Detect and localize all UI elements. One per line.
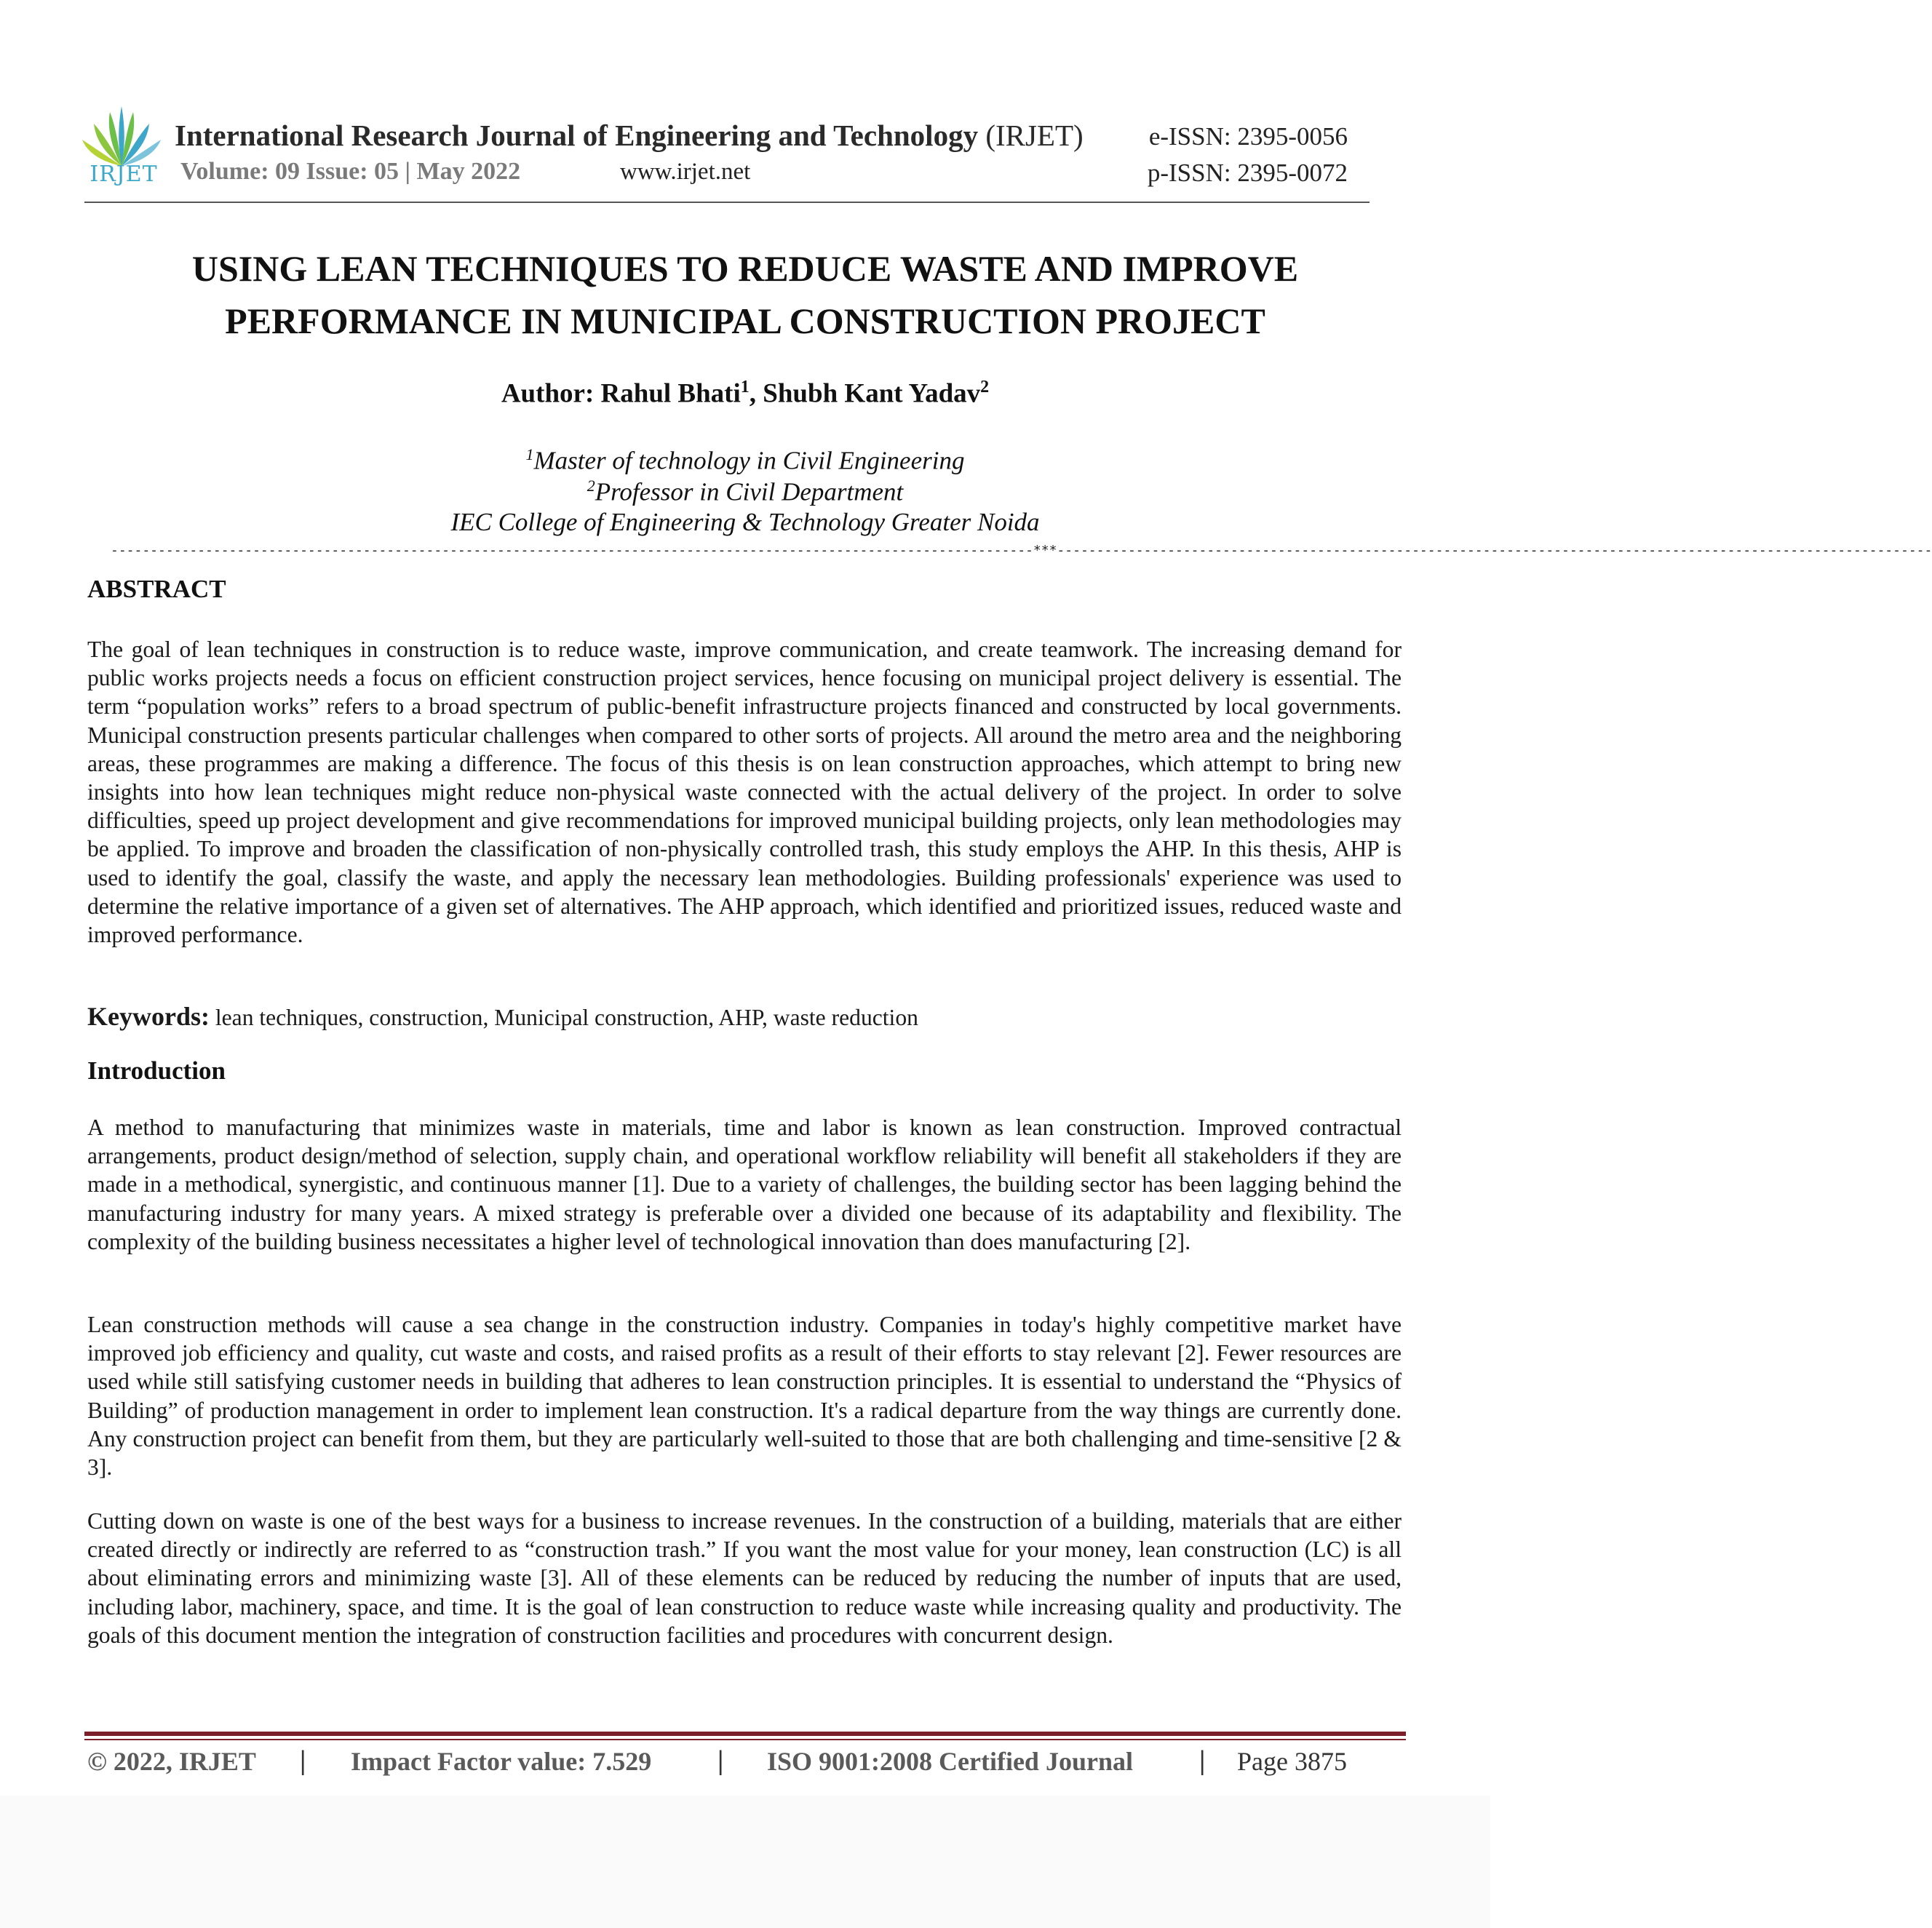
introduction-paragraph-3: Cutting down on waste is one of the best ways for a business to increase revenues. In the construction of a building, materials that are either created directly or indirectly are referred to as “construction trash.” If you want the most value for your money, lean construction (LC) is all about eliminating errors and minimizing waste [3]. All of these elements can be reduced by reducing the number of inputs that are used, including labor, machinery, space, and time. It is the goal of lean construction to reduce waste while increasing quality and productivity. The goals of this document mention the integration of construction facilities and procedures with concurrent design. (87, 1508, 1402, 1648)
journal-title (175, 118, 1084, 153)
journal-abbreviation: (IRJET) (985, 119, 1084, 152)
footer-rule-thin (84, 1739, 1406, 1740)
footer-impact-factor: Impact Factor value: 7.529 (351, 1747, 652, 1776)
abstract-text: The goal of lean techniques in construction is to reduce waste, improve communication, and create teamwork. The increasing demand for public works projects needs a focus on efficient construction project services, hence focusing on municipal project delivery is essential. The term “population works” refers to a broad spectrum of public-benefit infrastructure projects financed and constructed by local governments. Municipal construction presents particular challenges when compared to other sorts of projects. All around the metro area and the neighboring areas, these programmes are making a difference. The focus of this thesis is on lean construction approaches, which attempt to bring new insights into how lean techniques might reduce non-physical waste connected with the actual delivery of the project. In order to solve difficulties, speed up project development and give recommendations for improved municipal building projects, only lean methodologies may be applied. To improve and broaden the classification of non-physically controlled trash, this study employs the AHP. In this thesis, AHP is used to identify the goal, classify the waste, and apply the necessary lean methodologies. Building professionals' experience was used to determine the relative importance of a given set of alternatives. The AHP approach, which identified and prioritized issues, reduced waste and improved performance. (87, 637, 1402, 948)
journal-website-link[interactable]: www.irjet.net (620, 159, 751, 185)
p-issn: p-ISSN: 2395-0072 (1147, 159, 1348, 187)
affiliation-1 (109, 445, 1381, 476)
keywords-label: Keywords: (87, 1002, 210, 1031)
page-bottom-shade (0, 1796, 1490, 1928)
author-2-superscript: 2 (980, 378, 990, 397)
e-issn: e-ISSN: 2395-0056 (1148, 122, 1348, 151)
introduction-paragraph-2: Lean construction methods will cause a sea change in the construction industry. Companies in today's highly competitive market have improved job efficiency and quality, cut waste and costs, and raised profits as a result of their efforts to stay relevant [2]. Fewer resources are used while still satisfying customer needs in building that adheres to lean construction principles. It is essential to understand the “Physics of Building” of production management in order to implement lean construction. It's a radical departure from the way things are currently done. Any construction project can benefit from them, but they are particularly well-suited to those that are both challenging and time-sensitive [2 & 3]. (87, 1312, 1402, 1481)
author-2: , Shubh Kant Yadav (749, 378, 981, 409)
logo-text: IRJET (90, 162, 158, 187)
affiliation-2-superscript: 2 (587, 477, 595, 495)
introduction-heading: Introduction (87, 1056, 226, 1085)
author-1-superscript: 1 (740, 378, 750, 397)
author-1: Author: Rahul Bhati (501, 378, 741, 409)
paper-title-line-2: PERFORMANCE IN MUNICIPAL CONSTRUCTION PROJECT (225, 300, 1265, 341)
header-divider (84, 202, 1370, 203)
footer-iso-certification: ISO 9001:2008 Certified Journal (767, 1747, 1133, 1776)
footer-separator: | (300, 1745, 306, 1776)
introduction-paragraph-1: A method to manufacturing that minimizes waste in materials, time and labor is known as lean construction. Improved contractual arrangements, product design/method of selection, supply chain, and operational workflow reliability will benefit all stakeholders if they are made in a methodical, synergistic, and continuous manner [1]. Due to a variety of challenges, the building sector has been lagging behind the manufacturing industry for many years. A mixed strategy is preferable over a divided one because of its adaptability and flexibility. The complexity of the building business necessitates a higher level of technological innovation than does manufacturing [2]. (87, 1115, 1402, 1254)
footer-rule (84, 1732, 1406, 1736)
affiliation-3-text: IEC College of Engineering & Technology Greater Noida (450, 508, 1040, 536)
affiliation-1-text: Master of technology in Civil Engineering (533, 446, 965, 475)
journal-name: International Research Journal of Engineering and Technology (175, 119, 979, 152)
paper-title (109, 242, 1381, 347)
volume-issue: Volume: 09 Issue: 05 | May 2022 (180, 158, 521, 185)
affiliation-2 (109, 477, 1381, 507)
section-divider: ---------------------------------------------------------------------------------------------------------------------***--------------------------------------------------------------------------------------------------------------- (111, 543, 1932, 558)
affiliation-2-text: Professor in Civil Department (595, 477, 904, 506)
footer-copyright: © 2022, IRJET (87, 1747, 256, 1776)
keywords (87, 1001, 1402, 1032)
paper-title-line-1: USING LEAN TECHNIQUES TO REDUCE WASTE AND IMPROVE (191, 248, 1299, 289)
footer-page-number: Page 3875 (1237, 1747, 1347, 1776)
author-line (109, 378, 1381, 409)
abstract-heading: ABSTRACT (87, 575, 226, 603)
footer-separator: | (1199, 1745, 1206, 1776)
keywords-text: lean techniques, construction, Municipal construction, AHP, waste reduction (209, 1005, 918, 1030)
footer-separator: | (717, 1745, 724, 1776)
affiliation-1-superscript: 1 (525, 445, 534, 463)
affiliation-3 (109, 508, 1381, 537)
